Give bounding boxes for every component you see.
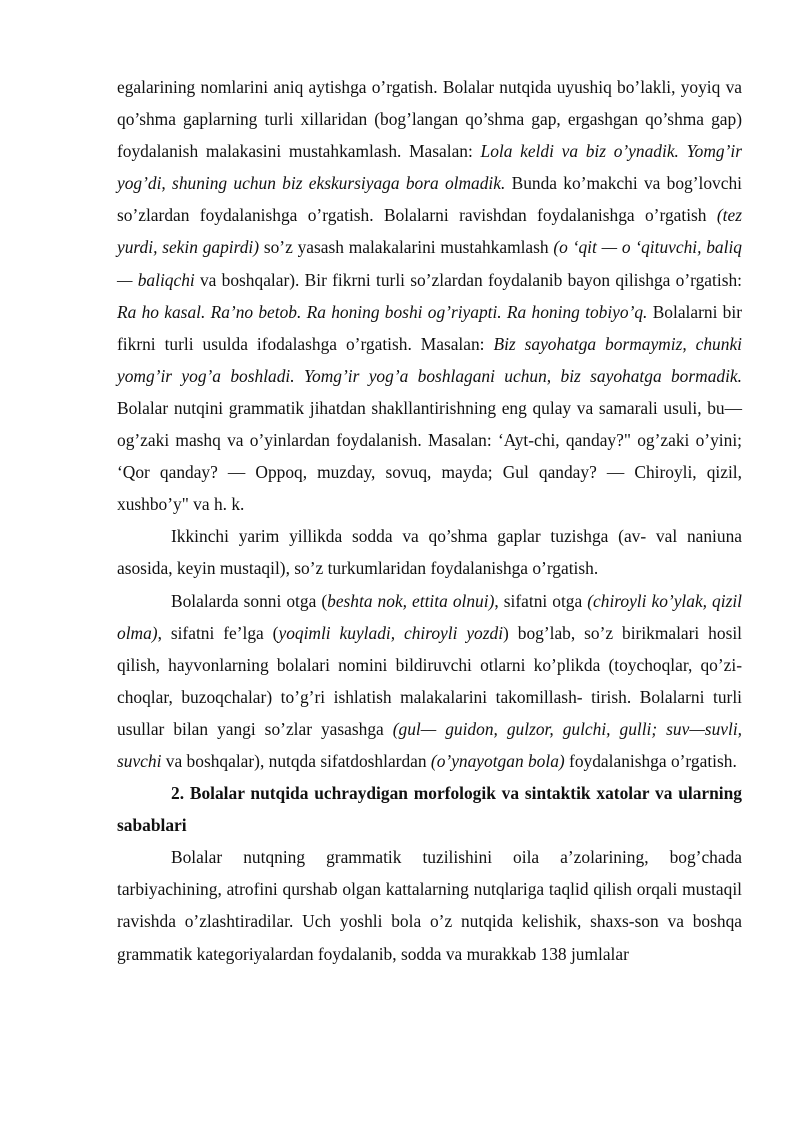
text-run: , sifatni fe’lga ( bbox=[157, 622, 279, 643]
body-text bbox=[117, 71, 742, 970]
paragraph bbox=[117, 841, 742, 969]
section-heading bbox=[117, 777, 742, 841]
text-run: Bolalar nutqning grammatik tuzilishini oila a’zolarining, bog’chada tarbiyachining, atrofini qurshab olgan kattalarning nutqlariga taqlid qilish orqali mustaqil ravishda o’zlashtiradilar. Uch yoshli bola o’z nutqida kelishik, shaxs-son va boshqa grammatik kategoriyalardan foydalanib, sodda va murakkab 138 jumlalar bbox=[117, 847, 742, 964]
italic-example: Ra ho kasal. Ra’no betob. Ra honing boshi og’riyapti. Ra honing tobiyo’q. bbox=[117, 301, 648, 322]
italic-example: (o ‘qit — o ‘qituvchi, baliq — baliqchi bbox=[117, 237, 742, 290]
text-run: ) bog’lab, so’z birikmalari hosil qilish, hayvonlarning bolalari nomini bildiruvchi otlarni ko’plikda (toychoqlar, qo’zi- choqlar, buzoqchalar) to’g’ri ishlatish malakalarini takomillash- tirish. Bolalarni turli usullar bilan yangi so’zlar yasashga bbox=[117, 622, 742, 739]
text-run: Bolalarni bir fikrni turli usulda ifodalashga o’rgatish. Masalan: bbox=[117, 301, 743, 354]
italic-example: yoqimli kuyladi, chiroyli yozdi bbox=[278, 622, 504, 643]
text-run: va boshqalar), nutqda sifatdoshlardan bbox=[161, 750, 431, 771]
text-run: Bunda ko’makchi va bog’lovchi so’zlardan foydalanishga o’rgatish. Bolalarni ravishdan foydalanishga o’rgatish bbox=[117, 173, 742, 226]
italic-example: (chiroyli ko’ylak, qizil olma) bbox=[117, 590, 743, 643]
italic-example: Lola keldi va biz o’ynadik. Yomg’ir yog’di, shuning uchun biz ekskursiyaga bora olmadik. bbox=[117, 141, 742, 194]
italic-example: (gul— guidon, gulzor, gulchi, gulli; suv—suvli, suvchi bbox=[117, 718, 742, 771]
text-run: Bolalar nutqini grammatik jihatdan shakllantirishning eng qulay va samarali usuli, bu—og’zaki mashq va o’yinlardan foydalanish. Masalan: ‘Ayt-chi, qanday?" og’zaki o’yini; ‘Qor qanday? — Oppoq, muzday, sovuq, mayda; Gul qanday? — Chiroyli, qizil, xushbo’y" va h. k. bbox=[117, 397, 742, 515]
paragraph bbox=[117, 585, 742, 778]
paragraph bbox=[117, 520, 742, 584]
text-run: va boshqalar). Bir fikrni turli so’zlardan foydalanib bayon qilishga o’rgatish: bbox=[194, 269, 742, 290]
heading-text: 2. Bolalar nutqida uchraydigan morfologik va sintaktik xatolar va ularning sabablari bbox=[117, 783, 742, 836]
text-run: Bolalarda sonni otga ( bbox=[171, 590, 328, 611]
text-run: so’z yasash malakalarini mustahkamlash bbox=[259, 237, 554, 258]
text-run: , sifatni otga bbox=[494, 590, 588, 611]
italic-example: (tez yurdi, sekin gapirdi) bbox=[117, 205, 742, 258]
italic-example: (o’ynayotgan bola) bbox=[430, 750, 565, 771]
paragraph bbox=[117, 71, 742, 520]
italic-example: beshta nok, ettita olnui) bbox=[327, 590, 495, 611]
italic-example: Biz sayohatga bormaymiz, chunki yomg’ir yog’a boshladi. Yomg’ir yog’a boshlagani uchun, biz sayohatga bormadik. bbox=[117, 333, 742, 386]
text-run: Ikkinchi yarim yillikda sodda va qo’shma gaplar tuzishga (av- val naniuna asosida, keyin mustaqil), so’z turkumlaridan foydalanishga o’rgatish. bbox=[117, 526, 742, 579]
text-run: foydalanishga o’rgatish. bbox=[564, 750, 737, 771]
text-run: egalarining nomlarini aniq aytishga o’rgatish. Bolalar nutqida uyushiq bo’lakli, yoyiq va qo’shma gaplarning turli xillaridan (bog’langan qo’shma gap, ergashgan qo’shma gap) foydalanish malakasini mustahkamlash. Masalan: bbox=[117, 77, 742, 162]
